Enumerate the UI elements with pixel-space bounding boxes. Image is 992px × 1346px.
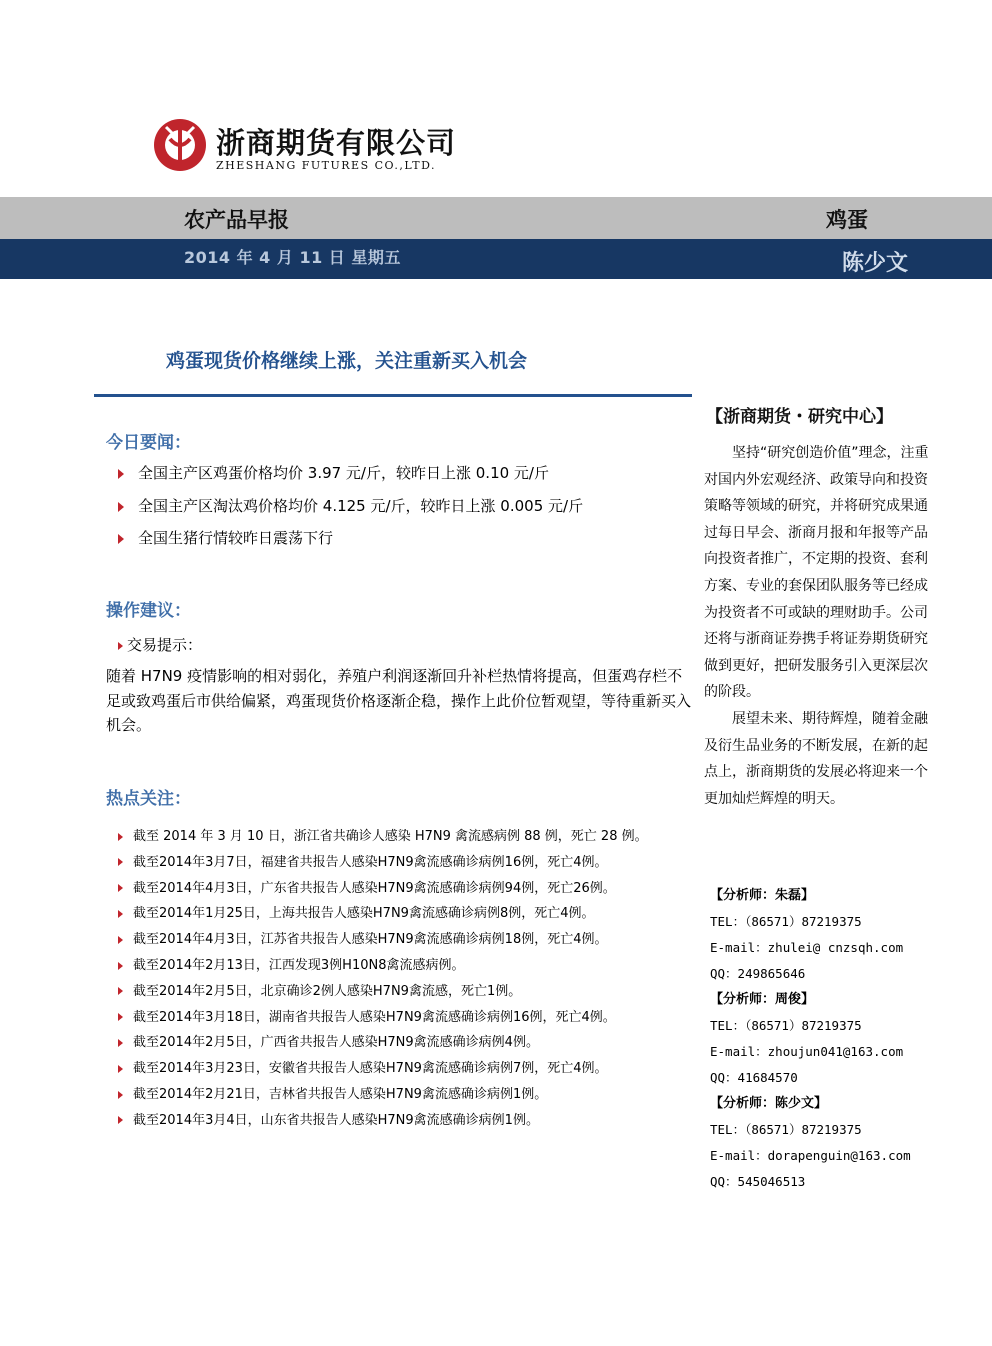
report-date: 2014 年 4 月 11 日 星期五 (184, 248, 401, 267)
headline-divider (94, 394, 692, 397)
hot-item: 截至2014年2月21日，吉林省共报告人感染H7N9禽流感确诊病例1例。 (118, 1083, 547, 1102)
analyst-title: 【分析师：陈少文】 (710, 1096, 828, 1111)
company-logo (152, 117, 457, 177)
company-name-cn: 浙商期货有限公司 (216, 126, 457, 160)
research-center-title: 【浙商期货・研究中心】 (706, 407, 893, 427)
research-center-p2: 展望未来、期待辉煌，随着金融及衍生品业务的不断发展，在新的起点上，浙商期货的发展必将迎来一个更加灿烂辉煌的明天。 (704, 710, 928, 807)
trade-tip-label: 交易提示： (118, 634, 202, 655)
bullet-arrow-icon (118, 642, 123, 650)
news-item: 全国主产区鸡蛋价格均价 3.97 元/斤，较昨日上涨 0.10 元/斤 (118, 462, 549, 483)
bullet-arrow-icon (118, 469, 124, 479)
bullet-arrow-icon (118, 884, 123, 892)
analyst-qq: QQ：545046513 (710, 1174, 806, 1189)
bullet-arrow-icon (118, 833, 123, 841)
bullet-arrow-icon (118, 1013, 123, 1021)
bullet-arrow-icon (118, 502, 124, 512)
analyst-qq: QQ：249865646 (710, 966, 806, 981)
hot-title: 热点关注： (106, 789, 191, 809)
bullet-arrow-icon (118, 936, 123, 944)
bullet-arrow-icon (118, 1039, 123, 1047)
hot-item: 截至2014年3月4日，山东省共报告人感染H7N9禽流感确诊病例1例。 (118, 1109, 539, 1128)
advice-text: 随着 H7N9 疫情影响的相对弱化，养殖户利润逐渐回升补栏热情将提高，但蛋鸡存栏不足或致鸡蛋后市供给偏紧，鸡蛋现货价格逐渐企稳，操作上此价位暂观望，等待重新买入机会。 (106, 667, 692, 735)
research-center-text (704, 440, 936, 812)
hot-item: 截至2014年1月25日，上海共报告人感染H7N9禽流感确诊病例8例，死亡4例。 (118, 902, 594, 921)
report-author: 陈少文 (842, 251, 909, 276)
analyst-tel: TEL：（86571）87219375 (710, 1122, 862, 1137)
analyst-title: 【分析师：周俊】 (710, 992, 815, 1007)
news-title: 今日要闻： (106, 433, 191, 453)
hot-item: 截至2014年3月7日，福建省共报告人感染H7N9禽流感确诊病例16例，死亡4例。 (118, 851, 607, 870)
zheshang-logo-icon (152, 117, 208, 173)
analyst-tel: TEL：（86571）87219375 (710, 1018, 862, 1033)
analyst-qq: QQ：41684570 (710, 1070, 798, 1085)
research-center-p1: 坚持“研究创造价值”理念，注重对国内外宏观经济、政策导向和投资策略等领域的研究，并将研究成果通过每日早会、浙商月报和年报等产品向投资者推广，不定期的投资、套利方案、专业的套保团队服务等已经成为投资者不可或缺的理财助手。公司还将与浙商证券携手将证券期货研究做到更好，把研发服务引入更深层次的阶段。 (704, 445, 929, 701)
headline: 鸡蛋现货价格继续上涨，关注重新买入机会 (166, 350, 528, 372)
bullet-arrow-icon (118, 858, 123, 866)
hot-item: 截至2014年4月3日，江苏省共报告人感染H7N9禽流感确诊病例18例，死亡4例。 (118, 928, 607, 947)
news-item: 全国生猪行情较昨日震荡下行 (118, 527, 333, 548)
hot-item: 截至2014年4月3日，广东省共报告人感染H7N9禽流感确诊病例94例，死亡26例。 (118, 877, 616, 896)
bullet-arrow-icon (118, 1065, 123, 1073)
hot-item: 截至2014年3月23日，安徽省共报告人感染H7N9禽流感确诊病例7例，死亡4例。 (118, 1057, 607, 1076)
hot-item: 截至2014年2月5日，北京确诊2例人感染H7N9禽流感，死亡1例。 (118, 980, 521, 999)
report-category: 鸡蛋 (826, 208, 868, 232)
company-name-en: ZHESHANG FUTURES CO.,LTD. (216, 159, 437, 172)
bullet-arrow-icon (118, 962, 123, 970)
hot-item: 截至2014年2月5日，广西省共报告人感染H7N9禽流感确诊病例4例。 (118, 1031, 539, 1050)
analyst-email[interactable]: E-mail：zhulei@ cnzsqh.com (710, 940, 904, 955)
news-item: 全国主产区淘汰鸡价格均价 4.125 元/斤，较昨日上涨 0.005 元/斤 (118, 495, 583, 516)
hot-item: 截至2014年2月13日，江西发现3例H10N8禽流感病例。 (118, 954, 464, 973)
hot-item: 截至 2014 年 3 月 10 日，浙江省共确诊人感染 H7N9 禽流感病例 88 例，死亡 28 例。 (118, 825, 648, 844)
report-type: 农产品早报 (184, 208, 289, 232)
advice-title: 操作建议： (106, 601, 191, 621)
analyst-email[interactable]: E-mail：dorapenguin@163.com (710, 1148, 911, 1163)
analyst-tel: TEL：（86571）87219375 (710, 914, 862, 929)
bullet-arrow-icon (118, 910, 123, 918)
bullet-arrow-icon (118, 1116, 123, 1124)
analyst-title: 【分析师：朱磊】 (710, 888, 815, 903)
bullet-arrow-icon (118, 987, 123, 995)
bullet-arrow-icon (118, 534, 124, 544)
bullet-arrow-icon (118, 1091, 123, 1099)
analyst-email[interactable]: E-mail：zhoujun041@163.com (710, 1044, 904, 1059)
hot-item: 截至2014年3月18日，湖南省共报告人感染H7N9禽流感确诊病例16例，死亡4例。 (118, 1006, 616, 1025)
